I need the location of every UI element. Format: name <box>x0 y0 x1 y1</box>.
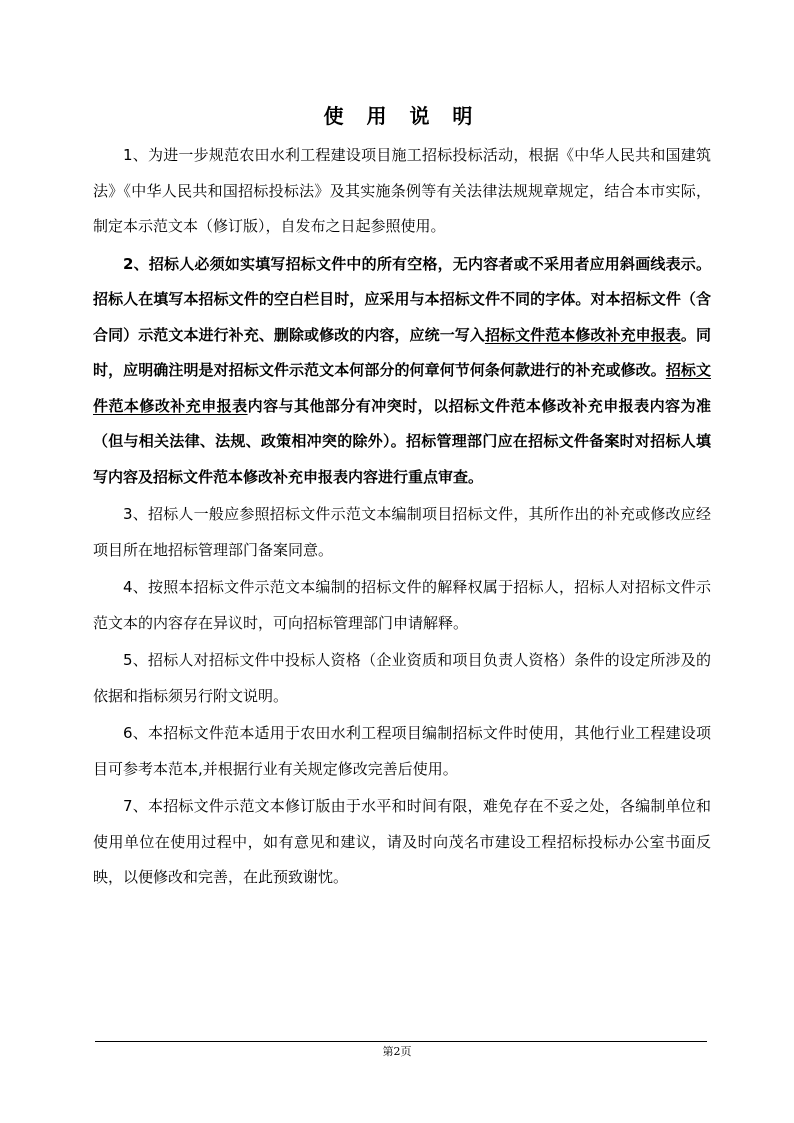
paragraph-1: 1、为进一步规范农田水利工程建设项目施工招标投标活动，根据《中华人民共和国建筑法》《中华人民共和国招标投标法》及其实施条例等有关法律法规规章规定，结合本市实际，制定本示范文本（修订版），自发布之日起参照使用。 <box>93 146 711 235</box>
footer-divider <box>95 1041 707 1042</box>
paragraph-2-text-b: 。同时，应明确注明是对招标文件示范文本何部分的何章何节何条何款进行的补充或修改。 <box>93 325 711 379</box>
document-body <box>93 96 711 898</box>
document-title: 使 用 说 明 <box>323 104 481 128</box>
paragraph-2-text-c: 内容与其他部分有冲突时，以招标文件范本修改补充申报表内容为准（但与相关法律、法规、政策相冲突的除外）。招标管理部门应在招标文件备案时对招标人填写内容及招标文件范本修改补充申报表内容进行重点审查。 <box>93 396 711 486</box>
paragraph-4: 4、按照本招标文件示范文本编制的招标文件的解释权属于招标人，招标人对招标文件示范文本的内容存在异议时，可向招标管理部门申请解释。 <box>93 578 711 632</box>
paragraph-2-text-a: 2、招标人必须如实填写招标文件中的所有空格，无内容者或不采用者应用斜画线表示。招标人在填写本招标文件的空白栏目时，应采用与本招标文件不同的字体。对本招标文件（含合同）示范文本进行补充、删除或修改的内容，应统一写入 <box>93 254 711 344</box>
paragraph-3: 3、招标人一般应参照招标文件示范文本编制项目招标文件，其所作出的补充或修改应经项目所在地招标管理部门备案同意。 <box>93 505 711 559</box>
paragraph-2-underlined-2: 招标文件范本修改补充申报表 <box>93 361 711 415</box>
paragraph-6: 6、本招标文件范本适用于农田水利工程项目编制招标文件时使用，其他行业工程建设项目可参考本范本,并根据行业有关规定修改完善后使用。 <box>93 724 711 778</box>
paragraph-5: 5、招标人对招标文件中投标人资格（企业资质和项目负责人资格）条件的设定所涉及的依据和指标须另行附文说明。 <box>93 651 711 705</box>
paragraph-7: 7、本招标文件示范文本修订版由于水平和时间有限，难免存在不妥之处，各编制单位和使用单位在使用过程中，如有意见和建议，请及时向茂名市建设工程招标投标办公室书面反映，以便修改和完善，在此预致谢忱。 <box>93 797 711 886</box>
paragraph-2-underlined-1: 招标文件范本修改补充申报表 <box>484 325 681 344</box>
paragraph-2 <box>93 247 711 496</box>
page-number: 第2页 <box>382 1045 412 1058</box>
